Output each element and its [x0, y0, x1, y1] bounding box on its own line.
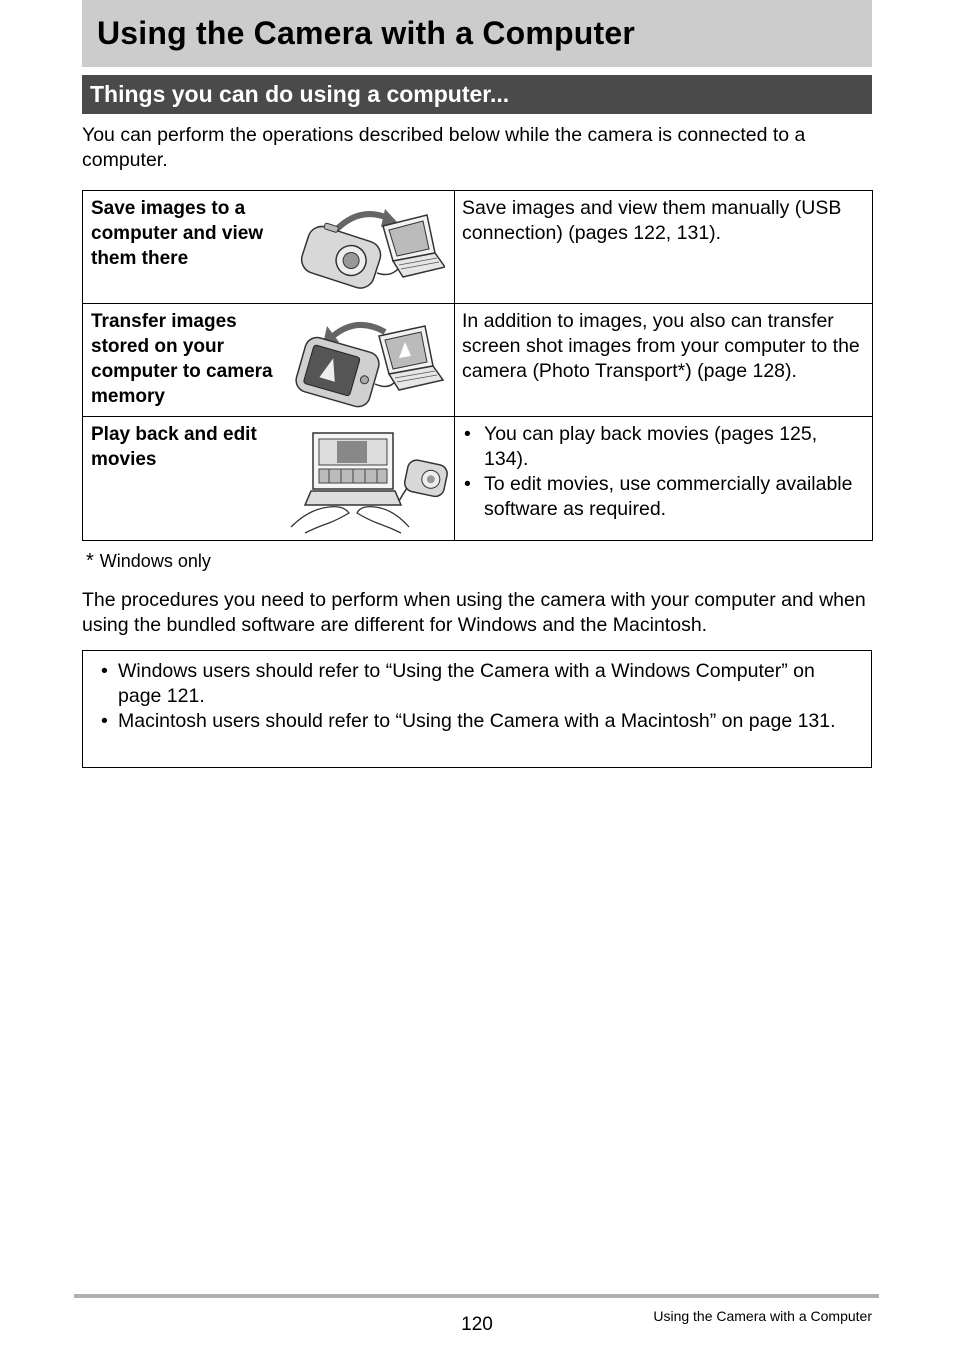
- bullet-text: To edit movies, use commercially available software as required.: [484, 473, 853, 520]
- list-item: [99, 709, 859, 734]
- bullet-icon: •: [101, 710, 108, 732]
- description-cell: [455, 417, 873, 541]
- page-number: 120: [461, 1314, 493, 1335]
- movie-editing-illustration: [289, 427, 451, 537]
- table-row: [83, 304, 873, 417]
- feature-cell: [83, 304, 455, 417]
- bullet-icon: •: [464, 423, 471, 445]
- feature-cell: [83, 417, 455, 541]
- footnote-mark: *: [86, 550, 94, 572]
- list-item: [462, 422, 864, 472]
- note-text: Windows users should refer to “Using the Camera with a Windows Computer” on page 121.: [118, 660, 815, 707]
- camera-to-laptop-illustration: [295, 201, 445, 296]
- procedures-paragraph: The procedures you need to perform when using the camera with your computer and when using the bundled software are different for Windows and the Macintosh.: [82, 589, 866, 636]
- section-bar: [82, 75, 872, 114]
- operations-table: [82, 190, 873, 541]
- movie-bullets: [462, 422, 864, 522]
- bullet-text: You can play back movies (pages 125, 134).: [484, 423, 818, 470]
- bullet-icon: •: [101, 660, 108, 682]
- table-row: [83, 417, 873, 541]
- laptop-to-camera-illustration: [295, 312, 445, 410]
- note-bullets: [99, 659, 859, 734]
- title-bar: [82, 0, 872, 67]
- description-cell: In addition to images, you also can transfer screen shot images from your computer to the camera (Photo Transport*) (page 128).: [455, 304, 873, 417]
- feature-cell: [83, 191, 455, 304]
- footnote: [86, 549, 211, 573]
- section-title: Things you can do using a computer...: [90, 81, 510, 107]
- description-cell: Save images and view them manually (USB connection) (pages 122, 131).: [455, 191, 873, 304]
- table-row: [83, 191, 873, 304]
- footnote-text: Windows only: [99, 551, 211, 571]
- list-item: [99, 659, 859, 709]
- running-title: Using the Camera with a Computer: [653, 1308, 872, 1324]
- footer-rule: [74, 1294, 879, 1298]
- note-box: [82, 650, 872, 768]
- feature-label: Transfer images stored on your computer to camera memory: [91, 311, 273, 407]
- bullet-icon: •: [464, 473, 471, 495]
- feature-label: Play back and edit movies: [91, 424, 257, 470]
- list-item: [462, 472, 864, 522]
- page-title: Using the Camera with a Computer: [97, 15, 636, 51]
- feature-label: Save images to a computer and view them there: [91, 198, 264, 269]
- intro-paragraph: You can perform the operations described below while the camera is connected to a computer.: [82, 124, 806, 171]
- note-text: Macintosh users should refer to “Using the Camera with a Macintosh” on page 131.: [118, 710, 836, 732]
